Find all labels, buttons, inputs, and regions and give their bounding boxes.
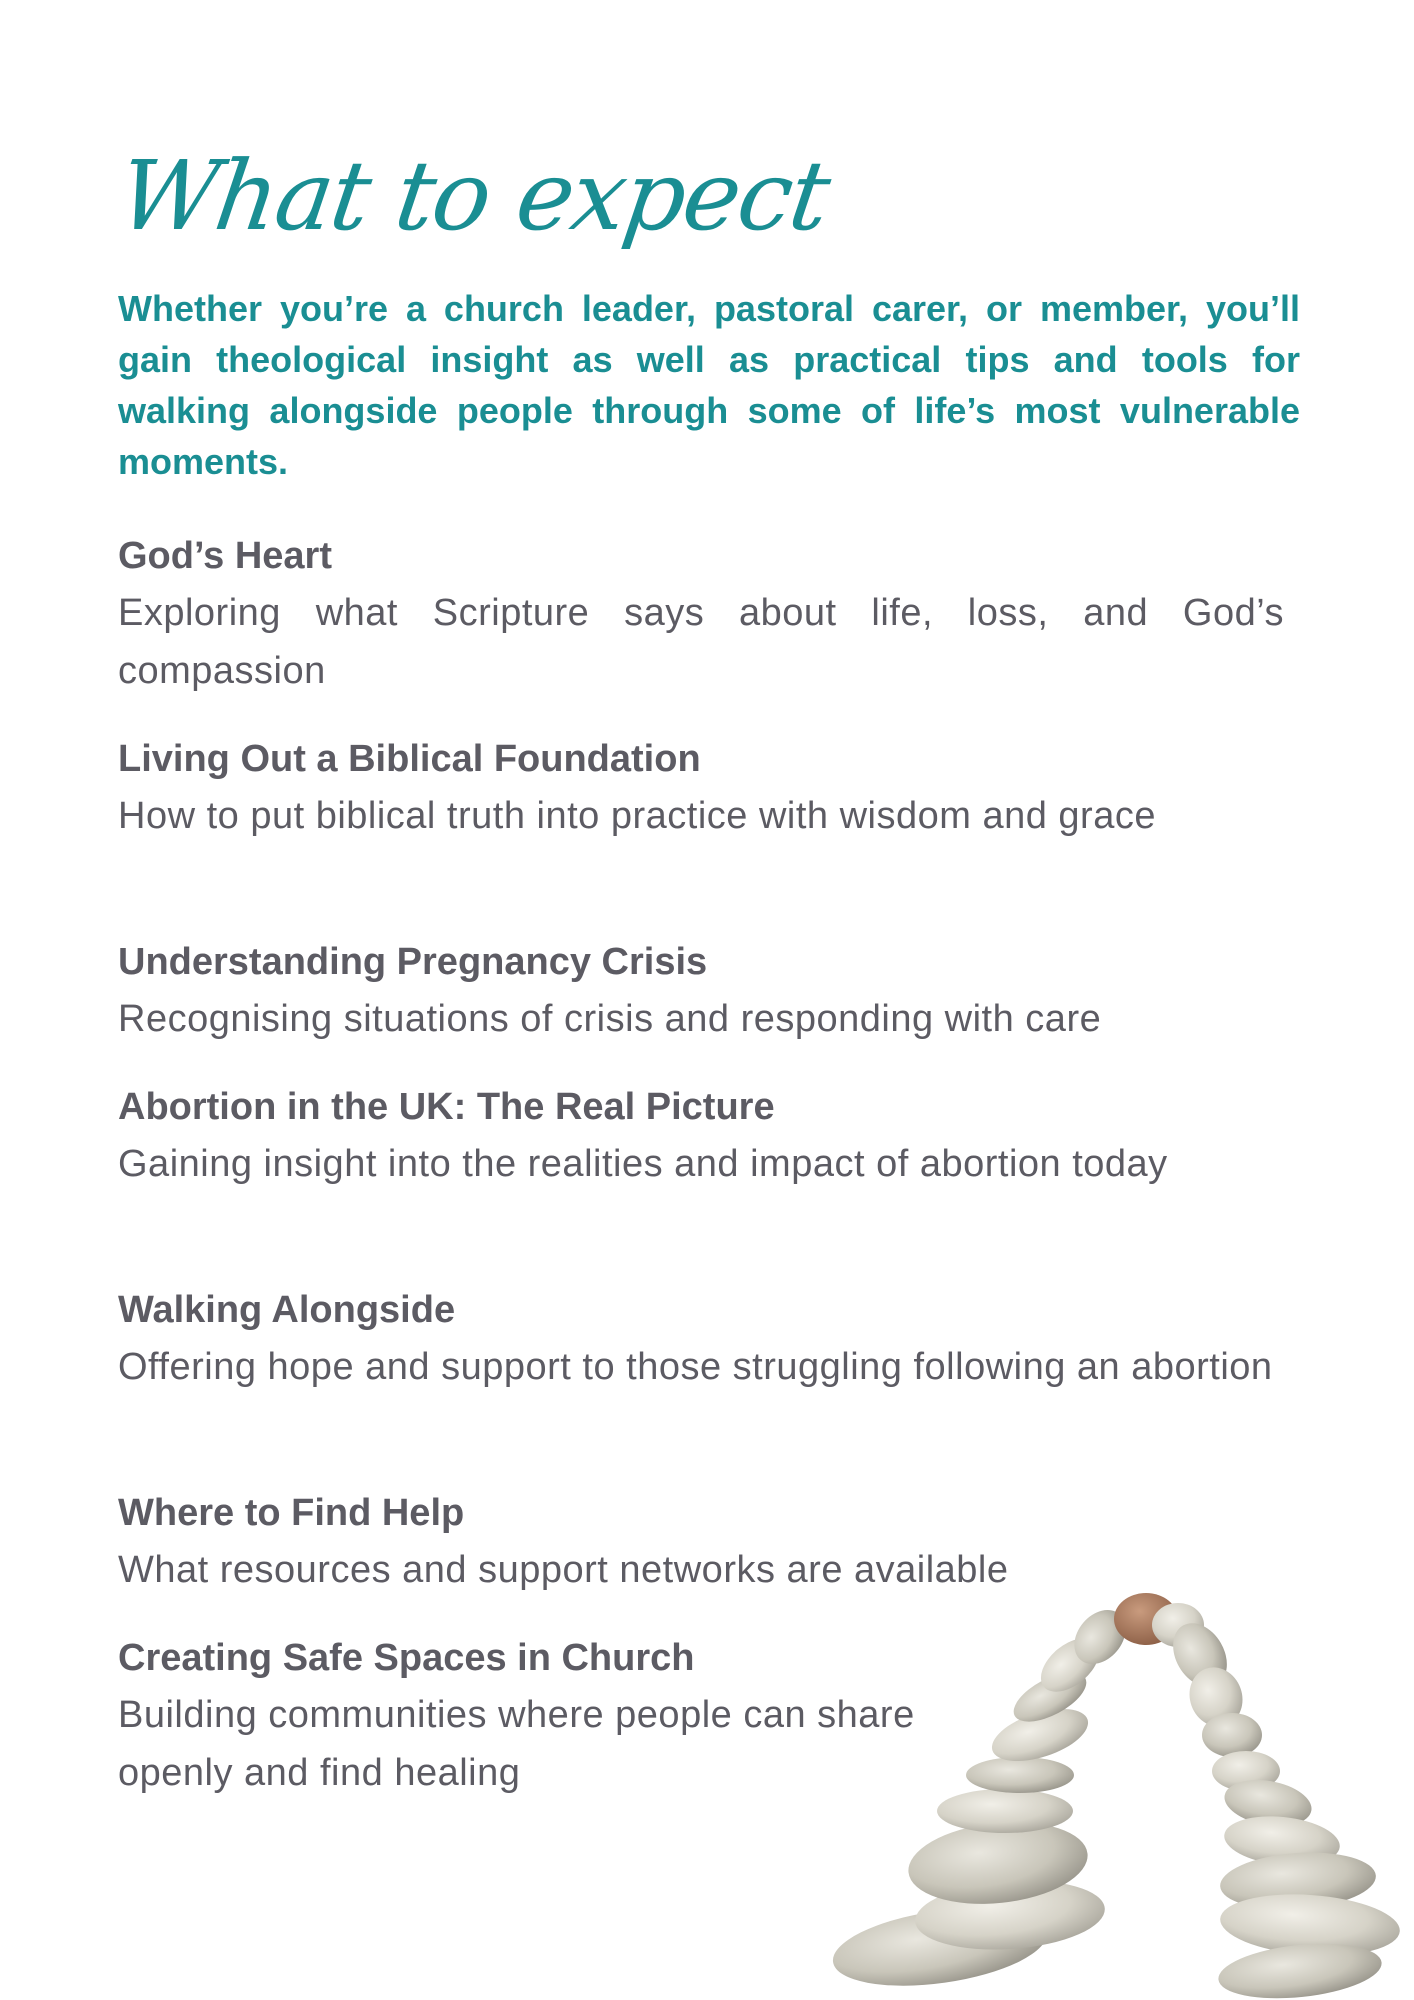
topic-heading: Understanding Pregnancy Crisis [118, 941, 708, 983]
topic-heading: Creating Safe Spaces in Church [118, 1637, 695, 1679]
topic-biblical-foundation [118, 731, 1284, 934]
topic-walking-alongside [118, 1282, 1284, 1485]
topic-heading: God’s Heart [118, 535, 332, 577]
topic-heading: Walking Alongside [118, 1289, 456, 1331]
topic-description: Offering hope and support to those struggling following an abortion [118, 1346, 1273, 1388]
topic-description: How to put biblical truth into practice with wisdom and grace [118, 795, 1156, 837]
topic-pregnancy-crisis [118, 934, 1284, 1079]
topic-heading: Where to Find Help [118, 1492, 465, 1534]
topic-abortion-uk [118, 1079, 1284, 1282]
topic-description: Building communities where people can share openly and find healing [118, 1694, 915, 1794]
topic-heading: Abortion in the UK: The Real Picture [118, 1086, 775, 1128]
topic-description: Gaining insight into the realities and impact of abortion today [118, 1143, 1168, 1185]
page-title: What to expect [112, 140, 836, 252]
topic-description: Recognising situations of crisis and responding with care [118, 998, 1102, 1040]
topic-description: What resources and support networks are available [118, 1549, 1009, 1591]
stone-cairn-image [820, 1585, 1414, 2000]
topic-description: Exploring what Scripture says about life, loss, and God’s compassion [118, 592, 1284, 692]
topic-heading: Living Out a Biblical Foundation [118, 738, 701, 780]
topic-gods-heart [118, 528, 1284, 731]
intro-paragraph: Whether you’re a church leader, pastoral carer, or member, you’ll gain theological insight as well as practical tips and tools for walking alongside people through some of life’s most vulnerable moments. [118, 288, 1300, 482]
